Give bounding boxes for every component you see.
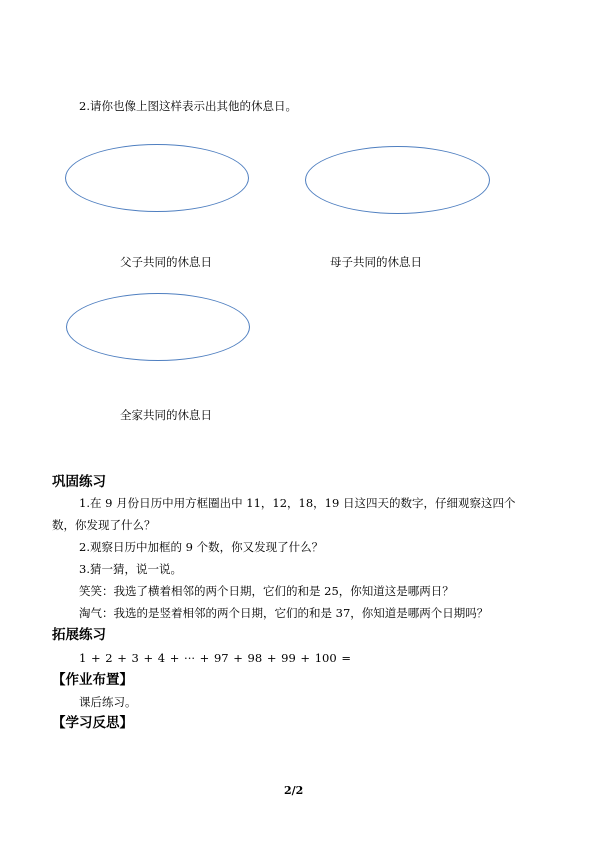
xiaoxiao-question: 笑笑：我选了横着相邻的两个日期，它们的和是 25，你知道这是哪两日？ (79, 584, 454, 598)
ellipse-mother-son (305, 146, 490, 214)
consolidation-item-2: 2.观察日历中加框的 9 个数，你又发现了什么？ (79, 540, 324, 554)
page-number: 2/2 (284, 784, 304, 797)
consolidation-item-1-line-1: 1.在 9 月份日历中用方框圈出中 11，12，18，19 日这四天的数字，仔细观察这四个 (79, 496, 516, 510)
consolidation-item-1-line-2: 数，你发现了什么？ (52, 518, 156, 532)
homework-text: 课后练习。 (79, 695, 137, 709)
reflection-heading: 【学习反思】 (52, 715, 133, 731)
label-family: 全家共同的休息日 (120, 408, 212, 422)
label-mother-son: 母子共同的休息日 (330, 255, 422, 269)
extension-heading: 拓展练习 (52, 627, 106, 643)
taoqi-question: 淘气：我选的是竖着相邻的两个日期，它们的和是 37，你知道是哪两个日期吗？ (79, 606, 489, 620)
consolidation-item-3: 3.猜一猜，说一说。 (79, 562, 182, 576)
ellipse-family (66, 293, 250, 361)
sum-formula: 1 + 2 + 3 + 4 + ··· + 97 + 98 + 99 + 100 = (79, 651, 351, 665)
consolidation-heading: 巩固练习 (52, 474, 106, 490)
ellipse-father-son (65, 144, 249, 212)
homework-heading: 【作业布置】 (52, 672, 133, 688)
question-2: 2.请你也像上图这样表示出其他的休息日。 (79, 99, 297, 113)
label-father-son: 父子共同的休息日 (120, 255, 212, 269)
